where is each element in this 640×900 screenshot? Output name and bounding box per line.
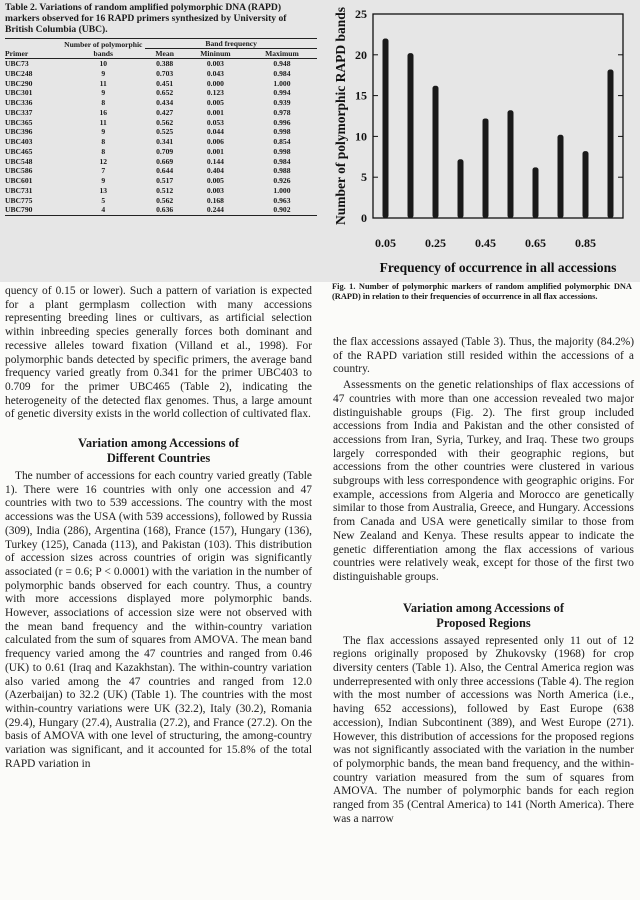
table-cell: UBC601 xyxy=(5,176,33,185)
table-cell: 0.512 xyxy=(156,185,174,195)
heading-line: Different Countries xyxy=(106,451,211,466)
table-cell: 10 xyxy=(99,59,108,68)
table-cell: 0.005 xyxy=(206,176,224,185)
bar xyxy=(483,118,489,218)
header-mean: Mean xyxy=(155,49,174,58)
table-cell: 0.963 xyxy=(273,195,291,205)
figure-caption xyxy=(332,282,632,302)
table-cell: UBC775 xyxy=(5,195,33,205)
section-heading xyxy=(5,436,312,466)
table-row xyxy=(5,186,317,196)
table-cell: UBC290 xyxy=(5,78,33,88)
heading-line: Variation among Accessions of xyxy=(403,600,564,615)
table-row xyxy=(5,69,317,79)
table-cell: 0.939 xyxy=(273,98,291,107)
table-cell: UBC365 xyxy=(5,117,33,127)
table-cell: 0.998 xyxy=(273,146,291,156)
table-2 xyxy=(5,2,317,216)
y-tick-label: 25 xyxy=(355,7,367,21)
table-cell: 0.854 xyxy=(273,137,291,146)
x-tick-label: 0.05 xyxy=(375,236,396,250)
x-tick-label: 0.25 xyxy=(425,236,446,250)
table-row xyxy=(5,205,317,215)
header-band-frequency: Band frequency xyxy=(145,39,317,49)
x-tick-label: 0.45 xyxy=(475,236,496,250)
bar xyxy=(383,38,389,218)
table-row xyxy=(5,108,317,118)
table-cell: 8 xyxy=(101,146,106,156)
paragraph: quency of 0.15 or lower). Such a pattern of variation is expected for a plant germplasm collection with many accessions representing breeding lines or cultivars, as artificial selection within inbreeding species generally forces both dominant and recessive alleles toward fixation (Villand et al., 1998). For polymorphic bands detected by specific primers, the average band frequency varied greatly from 0.341 for the primer UBC403 to 0.709 for the primer UBC465 (Table 2), indicating the heterogeneity of the detected flax genomes. Thus, a large amount of genetic diversity exists in the world collection of cultivated flax. xyxy=(5,285,312,421)
heading-line: Variation among Accessions of xyxy=(78,436,239,451)
table-cell: 0.044 xyxy=(206,127,224,137)
table-cell: 0.244 xyxy=(206,205,224,215)
header-bands: Number of polymorphic bands xyxy=(64,40,143,58)
table-cell: 0.404 xyxy=(206,166,224,176)
table-cell: 1.000 xyxy=(273,185,291,195)
paragraph: The number of accessions for each country varied greatly (Table 1). There were 16 countries with only one accession and 47 countries with two to 539 accessions. The country with the most accessions was the USA (with 539 accessions), followed by Russia (309), India (286), Argentina (168), France (157), Hungary (136), Turkey (125), Canada (113), and Pakistan (103). This distribution of accession sizes across countries of origin was significantly associated (r = 0.6; P < 0.0001) with the variation in the number of polymorphic bands observed for each country. Thus, a country with more accessions displayed more polymorphic bands. However, associations of accession size were not observed with the mean band frequency and the within-country variation calculated from the sum of squares from AMOVA. The mean band frequency varied among the 47 countries and ranged from 0.46 (UK) to 0.61 (Iraq and Kazakhstan). The within-country variation also varied among the 47 countries and ranged from 12.0 (Azerbaijan) to 32.2 (UK) (Table 1). The countries with the most within-country variations were UK (32.2), Italy (30.2), Romania (29.4), Hungary (27.4), Australia (27.2), and France (27.2). On the basis of AMOVA with one level of structuring, the among-country variation was significant, and it accounted for 15.8% of the total RAPD variation in xyxy=(5,470,312,770)
table-cell: UBC731 xyxy=(5,185,33,195)
y-tick-label: 0 xyxy=(361,211,367,225)
table-cell: 9 xyxy=(101,68,106,78)
table-row xyxy=(5,196,317,206)
y-tick-label: 20 xyxy=(355,47,367,62)
table-cell: 0.003 xyxy=(206,59,224,68)
table-cell: 7 xyxy=(101,166,106,176)
y-tick-label: 5 xyxy=(361,170,367,185)
table-cell: 0.978 xyxy=(273,107,291,117)
table-cell: 0.994 xyxy=(273,88,291,98)
table-cell: 0.996 xyxy=(273,117,291,127)
table-cell: 0.562 xyxy=(156,195,174,205)
header-max: Maximum xyxy=(265,49,299,58)
table-cell: 0.123 xyxy=(206,88,224,98)
left-text-column xyxy=(5,285,312,772)
table-cell: 8 xyxy=(101,98,106,107)
table-cell: 0.709 xyxy=(156,146,174,156)
table-row xyxy=(5,137,317,147)
table-cell: UBC396 xyxy=(5,127,33,137)
table-cell: UBC73 xyxy=(5,59,29,68)
table-cell: 0.001 xyxy=(206,107,224,117)
table-cell: UBC248 xyxy=(5,68,33,78)
table-row xyxy=(5,79,317,89)
table-cell: 4 xyxy=(101,205,106,215)
table-cell: 0.006 xyxy=(206,137,224,146)
table-row xyxy=(5,166,317,176)
table-cell: UBC403 xyxy=(5,137,33,146)
table-row xyxy=(5,98,317,108)
figure-label: Fig. 1. xyxy=(332,282,356,291)
bar xyxy=(533,167,539,218)
table-cell: UBC337 xyxy=(5,107,33,117)
table-cell: 0.984 xyxy=(273,68,291,78)
x-tick-label: 0.85 xyxy=(575,236,596,250)
bar-chart-svg xyxy=(325,0,640,282)
table-cell: UBC336 xyxy=(5,98,33,107)
table-cell: 9 xyxy=(101,88,106,98)
table-cell: 13 xyxy=(99,185,108,195)
bar xyxy=(583,151,589,218)
paragraph: The flax accessions assayed represented only 11 out of 12 regions originally proposed by Zhukovsky (1968) for crop diversity centers (Table 1). Also, the Central America region was underrepresented with only three accessions (Table 4). The region with the most number of accessions was North America (i.e., having 652 accessions), followed by East Europe (638 accession), Indian Subcontinent (389), and West Europe (271). However, this distribution of accessions for the proposed regions was not significantly associated with the variation in the number of polymorphic bands, the mean band frequency, and the within-country variation measured from the sum of squares from AMOVA. The number of polymorphic bands for each region ranged from 35 (Central America) to 141 (North America). There was a narrow xyxy=(333,634,634,825)
table-cell: 0.926 xyxy=(273,176,291,185)
bar xyxy=(558,135,564,218)
table-row xyxy=(5,157,317,167)
table-cell: UBC790 xyxy=(5,205,33,215)
table-cell: 0.043 xyxy=(206,68,224,78)
bar xyxy=(433,86,439,218)
header-min: Mininum xyxy=(200,49,231,58)
table-cell: 0.652 xyxy=(156,88,174,98)
table-cell: 0.003 xyxy=(206,185,224,195)
table-cell: 0.434 xyxy=(156,98,174,107)
table-cell: UBC586 xyxy=(5,166,33,176)
table-cell: 9 xyxy=(101,176,106,185)
table-cell: 0.168 xyxy=(206,195,224,205)
figure-caption-text: Number of polymorphic markers of random amplified polymorphic DNA (RAPD) in relation to their frequencies of occurrence in all flax accessions. xyxy=(332,282,632,301)
table-cell: 0.001 xyxy=(206,146,224,156)
table-cell: 0.053 xyxy=(206,117,224,127)
table-cell: 0.703 xyxy=(156,68,174,78)
table-cell: 12 xyxy=(99,156,108,166)
bar xyxy=(508,110,514,218)
table-cell: 0.388 xyxy=(156,59,174,68)
table-cell: 0.517 xyxy=(156,176,174,185)
table-row xyxy=(5,88,317,98)
table-cell: 0.005 xyxy=(206,98,224,107)
table-row xyxy=(5,147,317,157)
table-cell: 0.669 xyxy=(156,156,174,166)
table-cell: 0.998 xyxy=(273,127,291,137)
bar xyxy=(458,159,464,218)
table-cell: 8 xyxy=(101,137,106,146)
table-row xyxy=(5,118,317,128)
table-cell: 0.144 xyxy=(206,156,224,166)
table-cell: 0.000 xyxy=(206,78,224,88)
table-row xyxy=(5,176,317,186)
section-heading xyxy=(333,601,634,631)
table-cell: UBC548 xyxy=(5,156,33,166)
right-text-column xyxy=(333,336,634,827)
y-axis-label: Number of polymorphic RAPD bands xyxy=(333,6,348,226)
table-cell: 0.525 xyxy=(156,127,174,137)
table-cell: 0.451 xyxy=(156,78,174,88)
table-cell: 0.644 xyxy=(156,166,174,176)
header-primer: Primer xyxy=(5,49,29,58)
table-cell: 9 xyxy=(101,127,106,137)
table-cell: 0.427 xyxy=(156,107,174,117)
band-frequency-table xyxy=(5,38,317,216)
table-title: Table 2. Variations of random amplified polymorphic DNA (RAPD) markers observed for 16 RAPD primers synthesized by University of British Columbia (UBC). xyxy=(5,2,287,35)
paragraph: the flax accessions assayed (Table 3). Thus, the majority (84.2%) of the RAPD variation still resided within the accessions of a country. xyxy=(333,336,634,376)
x-axis-label: Frequency of occurrence in all accessions xyxy=(379,260,617,275)
table-cell: UBC301 xyxy=(5,88,33,98)
table-row xyxy=(5,59,317,69)
table-cell: 11 xyxy=(99,117,107,127)
table-cell: 0.341 xyxy=(156,137,174,146)
table-cell: UBC465 xyxy=(5,146,33,156)
x-tick-label: 0.65 xyxy=(525,236,546,250)
heading-line: Proposed Regions xyxy=(436,615,531,630)
table-cell: 0.984 xyxy=(273,156,291,166)
y-tick-label: 15 xyxy=(355,88,367,103)
table-cell: 1.000 xyxy=(273,78,291,88)
y-tick-label: 10 xyxy=(355,129,367,144)
table-cell: 0.562 xyxy=(156,117,174,127)
table-cell: 11 xyxy=(99,78,107,88)
table-cell: 0.636 xyxy=(156,205,174,215)
table-row xyxy=(5,127,317,137)
figure-1-chart xyxy=(325,0,640,282)
table-cell: 16 xyxy=(99,107,108,117)
table-cell: 0.988 xyxy=(273,166,291,176)
table-cell: 0.948 xyxy=(273,59,291,68)
table-cell: 0.902 xyxy=(273,205,291,215)
bar xyxy=(608,69,614,218)
paragraph: Assessments on the genetic relationships of flax accessions of 47 countries with more than one accession revealed two major distinguishable groups (Fig. 2). The first group included accessions from India and Pakistan and the other consisted of accessions from Iran, Syria, Turkey, and Iraq. These two groups largely corresponded with their geographic regions, but accessions from the other countries were clustered in various subgroups with less correspondence with geographic origins. For example, accessions from Algeria and Morocco are genetically similar to those from Australia, Greece, and Hungary. Accessions from Canada and USA were genetically similar to those from New Zealand and Kenya. These results appear to indicate the genetic differentiation among the flax accessions of various countries were relatively weak, except for those of the first two distinguishable groups. xyxy=(333,379,634,583)
table-cell: 5 xyxy=(101,195,106,205)
bar xyxy=(408,53,414,218)
